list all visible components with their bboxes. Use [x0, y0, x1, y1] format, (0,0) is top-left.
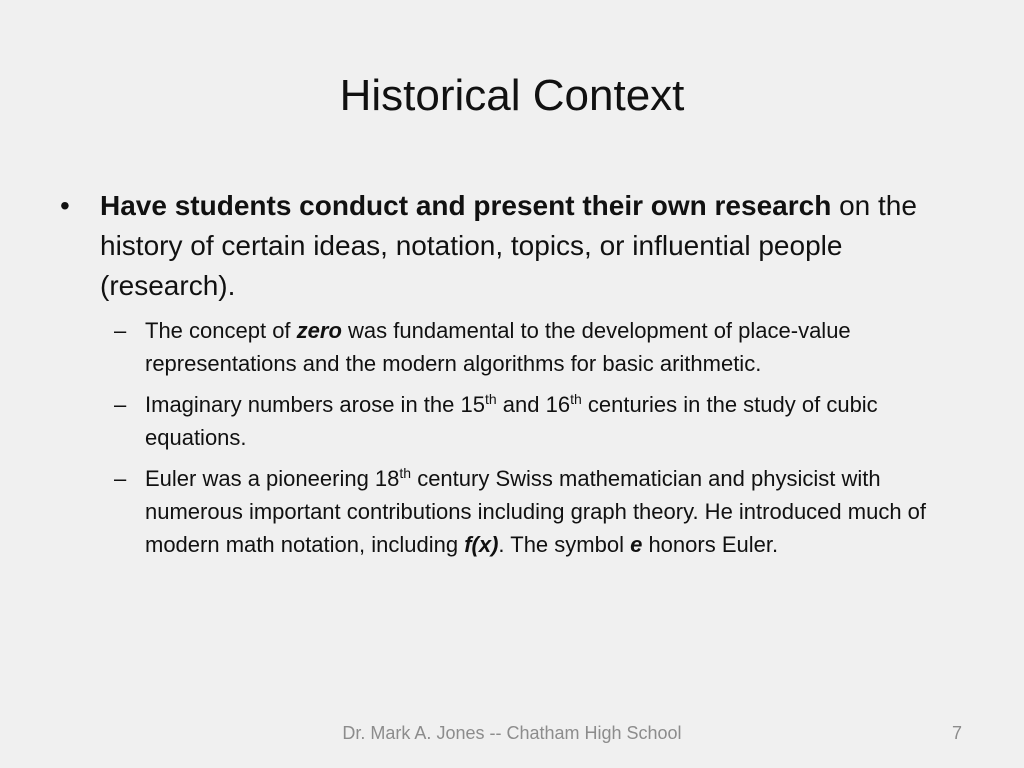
sub-bullet-text: and 16	[496, 392, 571, 417]
sub-bullet-text: century Swiss mathematician and physicist with numerous important contributions including graph theory. He introduced much of modern math notation, including	[145, 466, 927, 557]
sub-bullet-text: The concept of	[145, 318, 297, 343]
main-bullet-text: on the history of certain ideas, notation, topics, or influential people (research).	[100, 190, 917, 301]
main-bullet	[60, 186, 970, 306]
superscript-th: th	[399, 465, 412, 481]
superscript-th: th	[484, 391, 497, 407]
sub-bullet-text: centuries in the study of cubic equations.	[145, 392, 878, 450]
slide-footer: Dr. Mark A. Jones -- Chatham High School	[342, 723, 682, 743]
dash-marker: –	[114, 392, 127, 417]
sub-bullet-zero	[60, 314, 970, 380]
sub-bullet-text: . The symbol	[498, 532, 631, 557]
dash-marker: –	[114, 466, 127, 491]
emphasis-e: e	[630, 532, 643, 557]
sub-bullet-text: Euler was a pioneering 18	[145, 466, 400, 491]
sub-bullet-text: was fundamental to the development of place-value representations and the modern algorithms for basic arithmetic.	[145, 318, 851, 376]
sub-bullet-imaginary	[60, 388, 970, 454]
superscript-th: th	[570, 391, 582, 407]
sub-bullet-euler	[60, 462, 970, 561]
slide-title: Historical Context	[339, 71, 685, 120]
bullet-marker: •	[60, 190, 70, 221]
page-number: 7	[951, 723, 962, 743]
emphasis-zero: zero	[296, 318, 342, 343]
sub-bullet-list	[60, 314, 970, 561]
main-bullet-bold-text: Have students conduct and present their own research	[100, 190, 832, 221]
sub-bullet-text: Imaginary numbers arose in the 15	[145, 392, 485, 417]
dash-marker: –	[114, 318, 127, 343]
sub-bullet-text: honors Euler.	[642, 532, 779, 557]
slide-content	[60, 186, 970, 569]
emphasis-fx: f(x)	[464, 532, 499, 557]
